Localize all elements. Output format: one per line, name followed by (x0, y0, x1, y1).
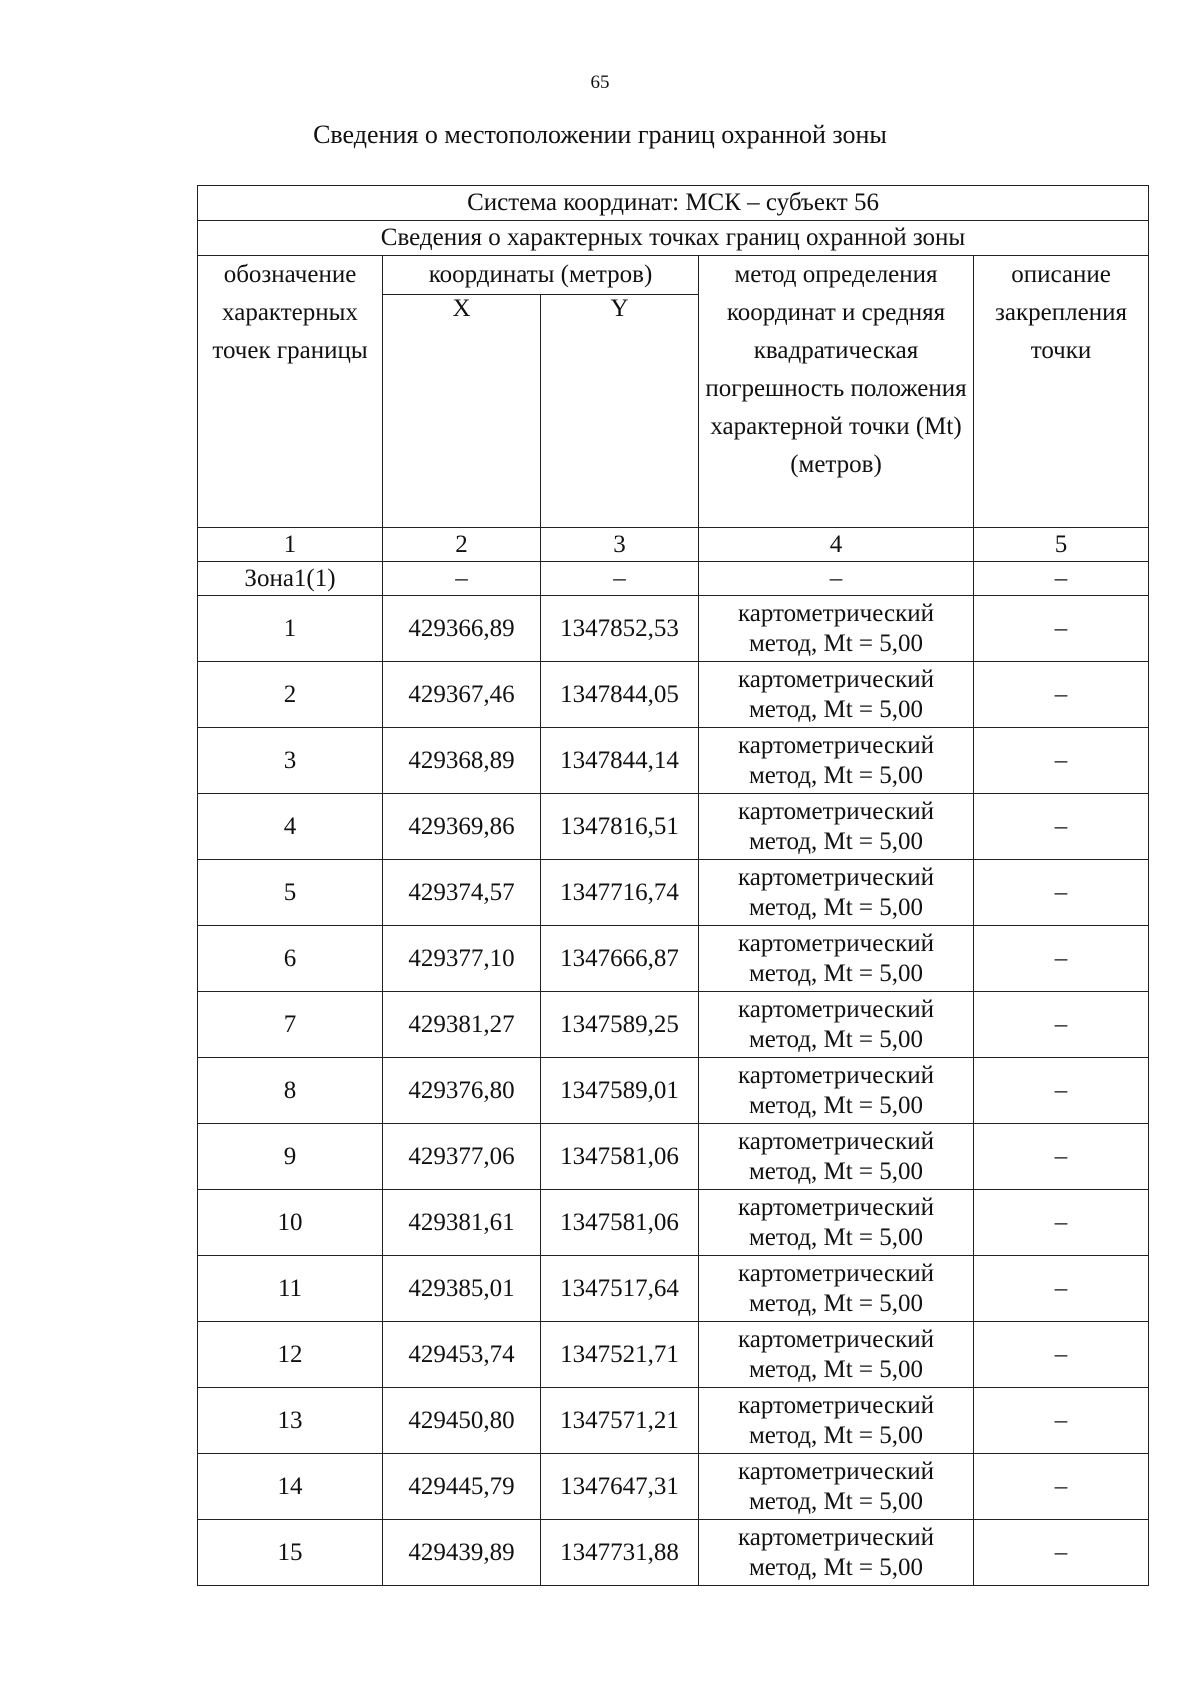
zone-row (198, 562, 1149, 596)
point-description: – (974, 992, 1149, 1058)
point-method (699, 596, 974, 662)
point-method (699, 794, 974, 860)
point-x: 429366,89 (383, 596, 541, 662)
method-line-2: метод, Mt = 5,00 (748, 1223, 924, 1251)
zone-method: – (699, 562, 974, 596)
point-y: 1347844,05 (541, 662, 699, 728)
column-numbers-row (198, 528, 1149, 562)
point-number: 11 (198, 1256, 383, 1322)
point-x: 429453,74 (383, 1322, 541, 1388)
point-number: 12 (198, 1322, 383, 1388)
point-method (699, 1124, 974, 1190)
header-y: Y (541, 295, 699, 528)
method-line-1: картометрический (738, 1128, 934, 1155)
point-number: 5 (198, 860, 383, 926)
point-y: 1347816,51 (541, 794, 699, 860)
point-x: 429377,06 (383, 1124, 541, 1190)
method-line-1: картометрический (738, 996, 934, 1023)
point-method (699, 992, 974, 1058)
table-row (198, 596, 1149, 662)
point-y: 1347852,53 (541, 596, 699, 662)
method-line-1: картометрический (738, 1392, 934, 1419)
point-number: 10 (198, 1190, 383, 1256)
point-method (699, 1388, 974, 1454)
point-number: 3 (198, 728, 383, 794)
zone-description: – (974, 562, 1149, 596)
column-number: 5 (974, 528, 1149, 562)
method-line-2: метод, Mt = 5,00 (748, 1421, 924, 1449)
method-line-2: метод, Mt = 5,00 (748, 1157, 924, 1185)
point-method (699, 926, 974, 992)
point-method (699, 1058, 974, 1124)
point-description: – (974, 794, 1149, 860)
point-method (699, 860, 974, 926)
point-description: – (974, 1190, 1149, 1256)
subtitle-row (198, 221, 1149, 256)
method-line-2: метод, Mt = 5,00 (748, 827, 924, 855)
point-description: – (974, 860, 1149, 926)
point-description: – (974, 1388, 1149, 1454)
point-description: – (974, 1124, 1149, 1190)
method-line-1: картометрический (738, 1062, 934, 1089)
point-x: 429439,89 (383, 1520, 541, 1586)
point-y: 1347666,87 (541, 926, 699, 992)
header-designation: обозначение характерных точек границы (198, 256, 383, 528)
table-row (198, 1322, 1149, 1388)
header-description: описание закрепления точки (974, 256, 1149, 528)
zone-y: – (541, 562, 699, 596)
point-y: 1347731,88 (541, 1520, 699, 1586)
point-x: 429381,27 (383, 992, 541, 1058)
point-method (699, 1454, 974, 1520)
method-line-1: картометрический (738, 930, 934, 957)
table-row (198, 1058, 1149, 1124)
coordinate-system-row (198, 186, 1149, 221)
method-line-2: метод, Mt = 5,00 (748, 1355, 924, 1383)
point-description: – (974, 1058, 1149, 1124)
point-number: 7 (198, 992, 383, 1058)
point-number: 8 (198, 1058, 383, 1124)
point-x: 429374,57 (383, 860, 541, 926)
method-line-2: метод, Mt = 5,00 (748, 1553, 924, 1581)
point-description: – (974, 926, 1149, 992)
point-number: 9 (198, 1124, 383, 1190)
zone-x: – (383, 562, 541, 596)
column-number: 3 (541, 528, 699, 562)
point-method (699, 1190, 974, 1256)
table-row (198, 1256, 1149, 1322)
method-line-1: картометрический (738, 1524, 934, 1551)
point-method (699, 1322, 974, 1388)
point-y: 1347647,31 (541, 1454, 699, 1520)
point-number: 2 (198, 662, 383, 728)
point-description: – (974, 1454, 1149, 1520)
point-method (699, 728, 974, 794)
method-line-2: метод, Mt = 5,00 (748, 959, 924, 987)
table-row (198, 992, 1149, 1058)
point-x: 429376,80 (383, 1058, 541, 1124)
point-method (699, 1256, 974, 1322)
table-row (198, 1388, 1149, 1454)
table-row (198, 1124, 1149, 1190)
method-line-1: картометрический (738, 600, 934, 627)
method-line-1: картометрический (738, 1194, 934, 1221)
column-number: 1 (198, 528, 383, 562)
point-description: – (974, 1520, 1149, 1586)
method-line-1: картометрический (738, 864, 934, 891)
header-method: метод определения координат и средняя квадратическая погрешность положения характерной точки (Mt) (метров) (699, 256, 974, 528)
point-y: 1347521,71 (541, 1322, 699, 1388)
method-line-2: метод, Mt = 5,00 (748, 893, 924, 921)
table-row (198, 1520, 1149, 1586)
point-method (699, 662, 974, 728)
table-row (198, 1190, 1149, 1256)
table-row (198, 926, 1149, 992)
point-x: 429381,61 (383, 1190, 541, 1256)
point-number: 14 (198, 1454, 383, 1520)
point-description: – (974, 596, 1149, 662)
point-y: 1347581,06 (541, 1124, 699, 1190)
method-line-2: метод, Mt = 5,00 (748, 761, 924, 789)
table-row (198, 662, 1149, 728)
method-line-1: картометрический (738, 1260, 934, 1287)
zone-name: Зона1(1) (198, 562, 383, 596)
point-y: 1347844,14 (541, 728, 699, 794)
column-number: 4 (699, 528, 974, 562)
point-description: – (974, 1322, 1149, 1388)
method-line-2: метод, Mt = 5,00 (748, 1025, 924, 1053)
method-line-1: картометрический (738, 666, 934, 693)
table-row (198, 1454, 1149, 1520)
point-y: 1347581,06 (541, 1190, 699, 1256)
method-line-2: метод, Mt = 5,00 (748, 1487, 924, 1515)
point-y: 1347589,25 (541, 992, 699, 1058)
method-line-1: картометрический (738, 798, 934, 825)
point-description: – (974, 1256, 1149, 1322)
table-row (198, 860, 1149, 926)
method-line-1: картометрический (738, 1458, 934, 1485)
page-title: Сведения о местоположении границ охранной зоны (313, 120, 887, 149)
method-line-1: картометрический (738, 1326, 934, 1353)
point-description: – (974, 728, 1149, 794)
point-y: 1347589,01 (541, 1058, 699, 1124)
boundary-points-table (197, 185, 1149, 1586)
column-number: 2 (383, 528, 541, 562)
table-row (198, 728, 1149, 794)
point-number: 1 (198, 596, 383, 662)
page-number: 65 (590, 72, 610, 93)
method-line-1: картометрический (738, 732, 934, 759)
point-x: 429450,80 (383, 1388, 541, 1454)
header-row-1 (198, 256, 1149, 295)
point-x: 429385,01 (383, 1256, 541, 1322)
point-x: 429445,79 (383, 1454, 541, 1520)
point-number: 4 (198, 794, 383, 860)
point-x: 429368,89 (383, 728, 541, 794)
method-line-2: метод, Mt = 5,00 (748, 629, 924, 657)
method-line-2: метод, Mt = 5,00 (748, 695, 924, 723)
point-number: 15 (198, 1520, 383, 1586)
point-x: 429369,86 (383, 794, 541, 860)
method-line-2: метод, Mt = 5,00 (748, 1091, 924, 1119)
point-number: 13 (198, 1388, 383, 1454)
coordinate-system-header: Система координат: МСК – субъект 56 (198, 186, 1149, 221)
header-coordinates: координаты (метров) (383, 256, 699, 295)
point-y: 1347716,74 (541, 860, 699, 926)
point-y: 1347571,21 (541, 1388, 699, 1454)
point-method (699, 1520, 974, 1586)
point-description: – (974, 662, 1149, 728)
point-x: 429367,46 (383, 662, 541, 728)
point-y: 1347517,64 (541, 1256, 699, 1322)
point-number: 6 (198, 926, 383, 992)
table-subtitle: Сведения о характерных точках границ охранной зоны (198, 221, 1149, 256)
point-x: 429377,10 (383, 926, 541, 992)
method-line-2: метод, Mt = 5,00 (748, 1289, 924, 1317)
header-x: X (383, 295, 541, 528)
table-row (198, 794, 1149, 860)
